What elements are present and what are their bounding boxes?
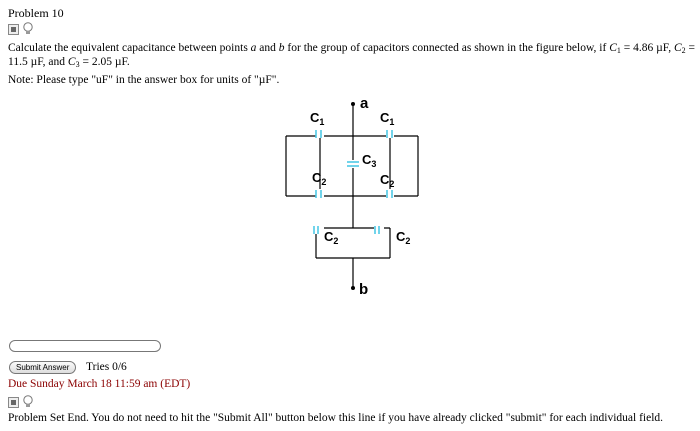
due-date: Due Sunday March 18 11:59 am (EDT) [8, 378, 191, 390]
hint-bulb-icon[interactable] [22, 22, 34, 36]
label-c1-left: $C_1$ [310, 110, 325, 127]
problem-tools [8, 22, 34, 36]
answer-input[interactable] [9, 340, 161, 352]
label-a: a [360, 95, 369, 112]
circuit-wires [286, 104, 418, 288]
set-end-tools [8, 395, 34, 409]
terminal-a-dot [351, 102, 355, 106]
problem-set-end-note: Problem Set End. You do not need to hit the "Submit All" button below this line if you have already clicked "submit" for each individual field. [8, 412, 664, 424]
label-c2-bottom-right: $C_2$ [396, 229, 411, 246]
label-c2-bottom-left: $C_2$ [324, 229, 339, 246]
tries-counter: Tries 0/6 [86, 361, 127, 373]
question-text-line1: Calculate the equivalent capacitance between points a and b for the group of capacitors connected as shown in the figure below, if $C_1 = 4.86$ µF, $C_2$ = [8, 42, 696, 55]
feedback-icon[interactable] [8, 397, 19, 408]
hint-bulb-icon[interactable] [22, 395, 34, 409]
label-c1-right: $C_1$ [380, 110, 395, 127]
submit-answer-button[interactable]: Submit Answer [9, 361, 76, 374]
question-text-line2: 11.5 µF, and $C_3 = 2.05$ µF. [8, 56, 130, 69]
label-c3: $C_3$ [362, 152, 377, 169]
label-c2-right: $C_2$ [380, 172, 395, 189]
capacitor-circuit-diagram [270, 92, 430, 302]
feedback-icon[interactable] [8, 24, 19, 35]
label-b: b [359, 281, 369, 298]
label-c2-left: $C_2$ [312, 170, 327, 187]
terminal-b-dot [351, 286, 355, 290]
problem-title: Problem 10 [8, 6, 64, 20]
units-note: Note: Please type "uF" in the answer box for units of "µF". [8, 74, 280, 86]
